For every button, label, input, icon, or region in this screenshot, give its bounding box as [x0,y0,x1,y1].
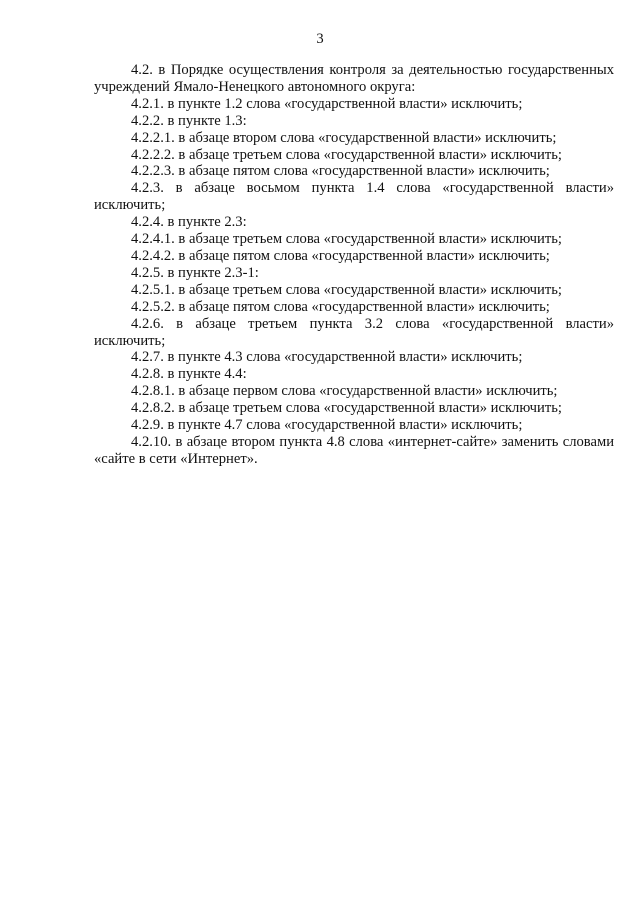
paragraph-4-2-4-1: 4.2.4.1. в абзаце третьем слова «государственной власти» исключить; [131,231,562,248]
paragraph-4-2-3: 4.2.3. в абзаце восьмом пункта 1.4 слова «государственной власти» исключить; [94,180,614,214]
paragraph-4-2-2-1: 4.2.2.1. в абзаце втором слова «государственной власти» исключить; [131,129,557,146]
paragraph-4-2-4-2: 4.2.4.2. в абзаце пятом слова «государственной власти» исключить; [131,247,550,264]
paragraph-4-2-5-2: 4.2.5.2. в абзаце пятом слова «государственной власти» исключить; [131,298,550,315]
paragraph-4-2-2: 4.2.2. в пункте 1.3: [131,112,247,129]
page-number: 3 [316,31,324,47]
paragraph-4-2-8-2: 4.2.8.2. в абзаце третьем слова «государственной власти» исключить; [131,400,562,417]
paragraph-4-2-7: 4.2.7. в пункте 4.3 слова «государственной власти» исключить; [131,349,523,366]
paragraph-4-2-2-2: 4.2.2.2. в абзаце третьем слова «государственной власти» исключить; [131,146,562,163]
paragraph-4-2-5: 4.2.5. в пункте 2.3-1: [131,264,259,281]
paragraph-4-2-9: 4.2.9. в пункте 4.7 слова «государственной власти» исключить; [131,417,523,434]
paragraph-4-2-8: 4.2.8. в пункте 4.4: [131,366,247,383]
paragraph-4-2-5-1: 4.2.5.1. в абзаце третьем слова «государственной власти» исключить; [131,281,562,298]
paragraph-4-2-8-1: 4.2.8.1. в абзаце первом слова «государственной власти» исключить; [131,383,558,400]
paragraph-4-2-2-3: 4.2.2.3. в абзаце пятом слова «государственной власти» исключить; [131,163,550,180]
paragraph-4-2-10: 4.2.10. в абзаце втором пункта 4.8 слова «интернет-сайте» заменить словами «сайте в сети «Интернет». [94,433,614,467]
paragraph-4-2-4: 4.2.4. в пункте 2.3: [131,214,247,231]
document-body [94,62,614,468]
paragraph-4-2-6: 4.2.6. в абзаце третьем пункта 3.2 слова «государственной власти» исключить; [94,315,614,349]
paragraph-4-2-1: 4.2.1. в пункте 1.2 слова «государственной власти» исключить; [131,95,523,112]
paragraph-4-2: 4.2. в Порядке осуществления контроля за деятельностью государственных учреждений Ямало-Ненецкого автономного округа: [94,62,614,95]
